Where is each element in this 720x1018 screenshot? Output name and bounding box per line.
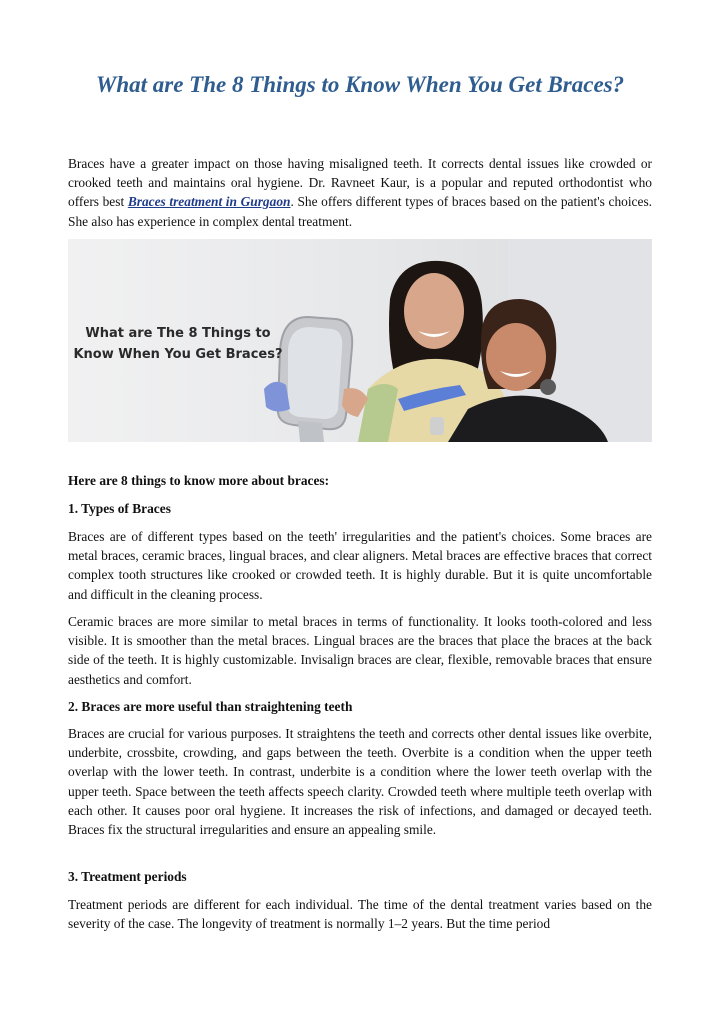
section-3-paragraph-1: Treatment periods are different for each individual. The time of the dental treatment varies based on the severity of the case. The longevity of treatment is normally 1–2 years. But the time period [68, 897, 652, 932]
section-3-heading: 3. Treatment periods [68, 869, 187, 884]
page-title: What are The 8 Things to Know When You Get Braces? [95, 72, 625, 97]
section-lead-heading: Here are 8 things to know more about braces: [68, 473, 330, 488]
hero-caption-line-2: Know When You Get Braces? [73, 347, 283, 362]
intro-paragraph [68, 154, 652, 231]
braces-treatment-link[interactable]: Braces treatment in Gurgaon [127, 194, 291, 210]
intro-text-before-link: Braces have a greater impact on those having misaligned teeth. It corrects dental issues like crowded or crooked teeth and maintains oral hygiene. Dr. Ravneet Kaur, is a popular and reputed orthodontist who offers best [68, 156, 652, 210]
section-2-heading: 2. Braces are more useful than straightening teeth [68, 699, 353, 714]
hero-image [68, 239, 652, 442]
intro-text-after-link: . She offers different types of braces based on the patient's choices. She also has experience in complex dental treatment. [68, 194, 653, 229]
section-1-heading: 1. Types of Braces [68, 501, 171, 516]
section-1-paragraph-1: Braces are of different types based on the teeth' irregularities and the patient's choices. Some braces are metal braces, ceramic braces, lingual braces, and clear aligners. Metal braces are effective braces that correct complex tooth structures like crooked or crowded teeth. It is highly durable. But it is quite uncomfortable and difficult in the cleaning process. [68, 529, 652, 602]
hero-caption [68, 323, 288, 365]
hero-caption-line-1: What are The 8 Things to [85, 326, 271, 341]
section-2-paragraph-1: Braces are crucial for various purposes. It straightens the teeth and corrects other dental issues like overbite, underbite, crossbite, crowding, and gaps between the teeth. Overbite is a condition when the upper teeth overlap with the lower teeth. In contrast, underbite is a condition where the lower teeth overlap with the upper teeth. Space between the teeth affects speech clarity. Crowded teeth where multiple teeth overlap with each other. It causes poor oral hygiene. It increases the risk of infections, and damaged or decayed teeth. Braces fix the structural irregularities and ensure an appealing smile. [68, 726, 652, 838]
section-1-paragraph-2: Ceramic braces are more similar to metal braces in terms of functionality. It looks tooth-colored and less visible. It is smoother than the metal braces. Lingual braces are the braces that place the braces at the back side of the teeth. It is highly customizable. Invisalign braces are clear, flexible, removable braces that ensure aesthetics and comfort. [68, 614, 652, 687]
